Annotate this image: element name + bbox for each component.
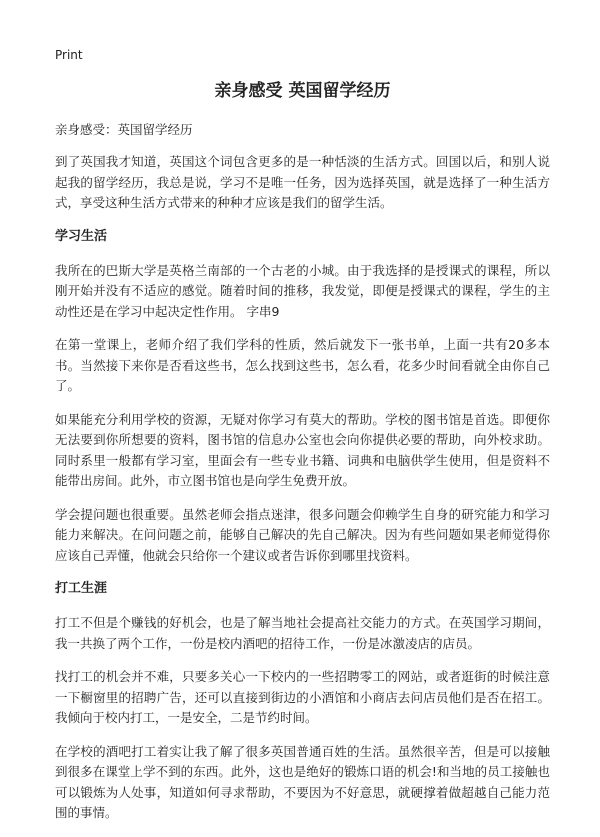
work-paragraph: 在学校的酒吧打工着实让我了解了很多英国普通百姓的生活。虽然很辛苦，但是可以接触到很多在课堂上学不到的东西。此外，这也是绝好的锻炼口语的机会!和当地的员工接触也可以锻炼为人处事，知道如何寻求帮助，不要因为不好意思，就硬撑着做超越自己能力范围的事情。 bbox=[55, 743, 550, 820]
article bbox=[55, 80, 550, 837]
section-heading-work: 打工生涯 bbox=[55, 581, 108, 596]
article-title: 亲身感受 英国留学经历 bbox=[214, 81, 391, 101]
intro-paragraph: 到了英国我才知道，英国这个词包含更多的是一种恬淡的生活方式。回国以后，和别人说起我的留学经历，我总是说，学习不是唯一任务，因为选择英国，就是选择了一种生活方式，享受这种生活方式带来的种种才应该是我们的留学生活。 bbox=[55, 154, 550, 210]
article-subtitle: 亲身感受：英国留学经历 bbox=[55, 122, 193, 137]
study-paragraph: 学会提问题也很重要。虽然老师会指点迷津，很多问题会仰赖学生自身的研究能力和学习能力来解决。在问问题之前，能够自己解决的先自己解决。因为有些问题如果老师觉得你应该自己弄懂，他就会只给你一个建议或者告诉你到哪里找资料。 bbox=[55, 506, 550, 563]
print-link[interactable]: Print bbox=[55, 48, 83, 62]
study-paragraph: 在第一堂课上，老师介绍了我们学科的性质，然后就发下一张书单，上面一共有20多本书。当然接下来你是否看这些书，怎么找到这些书，怎么看，花多少时间看就全由你自己了。 bbox=[55, 337, 550, 393]
study-paragraph: 如果能充分利用学校的资源，无疑对你学习有莫大的帮助。学校的图书馆是首选。即便你无法要到你所想要的资料，图书馆的信息办公室也会向你提供必要的帮助，向外校求助。同时系里一般都有学习室，里面会有一些专业书籍、词典和电脑供学生使用，但是资料不能带出房间。此外，市立图书馆也是向学生免费开放。 bbox=[55, 411, 550, 488]
study-paragraph: 我所在的巴斯大学是英格兰南部的一个古老的小城。由于我选择的是授课式的课程，所以刚开始并没有不适应的感觉。随着时间的推移，我发觉，即便是授课式的课程，学生的主动性还是在学习中起决定性作用。 字串9 bbox=[55, 262, 550, 319]
section-heading-study: 学习生活 bbox=[55, 228, 108, 244]
work-paragraph: 打工不但是个赚钱的好机会，也是了解当地社会提高社交能力的方式。在英国学习期间，我一共换了两个工作，一份是校内酒吧的招待工作，一份是冰激凌店的店员。 bbox=[55, 615, 550, 651]
work-paragraph: 找打工的机会并不难，只要多关心一下校内的一些招聘零工的网站，或者逛街的时候注意一下橱窗里的招聘广告，还可以直接到街边的小酒馆和小商店去问店员他们是否在招工。我倾向于校内打工，一是安全，二是节约时间。 bbox=[55, 669, 550, 725]
